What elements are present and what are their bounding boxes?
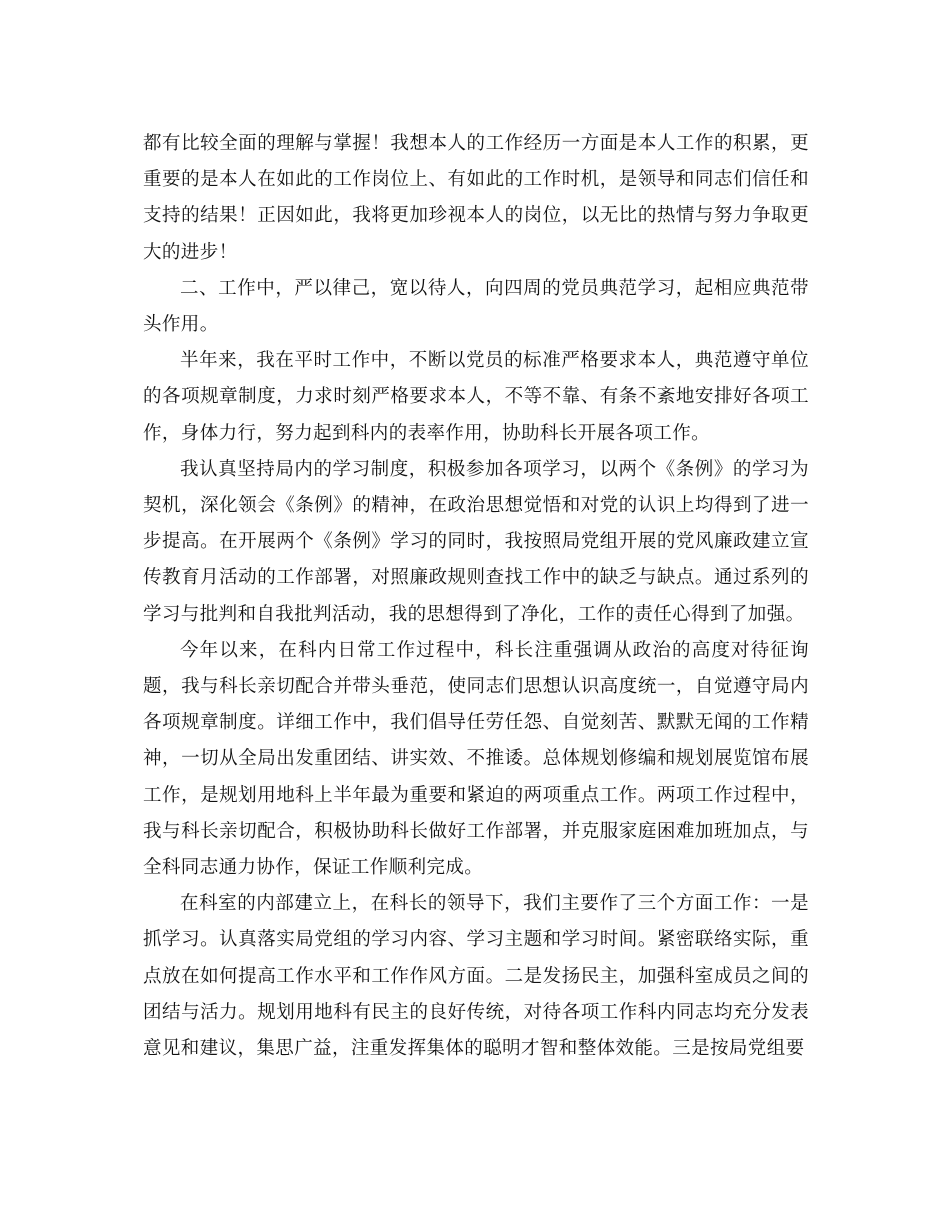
document-body — [143, 126, 809, 1067]
paragraph-study-regulations: 我认真坚持局内的学习制度，积极参加各项学习，以两个《条例》的学习为契机，深化领会《条例》的精神，在政治思想觉悟和对党的认识上均得到了进一步提高。在开展两个《条例》学习的同时，我按照局党组开展的党风廉政建立宣传教育月活动的工作部署，对照廉政规则查找工作中的缺乏与缺点。通过系列的学习与批判和自我批判活动，我的思想得到了净化，工作的责任心得到了加强。 — [143, 458, 809, 625]
paragraph-section-two-heading: 二、工作中，严以律己，宽以待人，向四周的党员典范学习，起相应典范带头作用。 — [143, 277, 809, 336]
paragraph-continuation: 都有比较全面的理解与掌握！我想本人的工作经历一方面是本人工作的积累，更重要的是本人在如此的工作岗位上、有如此的工作时机，是领导和同志们信任和支持的结果！正因如此，我将更加珍视本人的岗位，以无比的热情与努力争取更大的进步！ — [143, 133, 809, 263]
paragraph-half-year: 半年来，我在平时工作中，不断以党员的标准严格要求本人，典范遵守单位的各项规章制度，力求时刻严格要求本人，不等不靠、有条不紊地安排好各项工作，身体力行，努力起到科内的表率作用，协助科长开展各项工作。 — [143, 350, 809, 444]
paragraph-this-year: 今年以来，在科内日常工作过程中，科长注重强调从政治的高度对待征询题，我与科长亲切配合并带头垂范，使同志们思想认识高度统一，自觉遵守局内各项规章制度。详细工作中，我们倡导任劳任怨、自觉刻苦、默默无闻的工作精神，一切从全局出发重团结、讲实效、不推诿。总体规划修编和规划展览馆布展工作，是规划用地科上半年最为重要和紧迫的两项重点工作。两项工作过程中，我与科长亲切配合，积极协助科长做好工作部署，并克服家庭困难加班加点，与全科同志通力协作，保证工作顺利完成。 — [143, 639, 809, 879]
paragraph-internal-building: 在科室的内部建立上，在科长的领导下，我们主要作了三个方面工作：一是抓学习。认真落实局党组的学习内容、学习主题和学习时间。紧密联络实际，重点放在如何提高工作水平和工作作风方面。二是发扬民主，加强科室成员之间的团结与活力。规划用地科有民主的良好传统，对待各项工作科内同志均充分发表意见和建议，集思广益，注重发挥集体的聪明才智和整体效能。三是按局党组要 — [143, 893, 809, 1060]
